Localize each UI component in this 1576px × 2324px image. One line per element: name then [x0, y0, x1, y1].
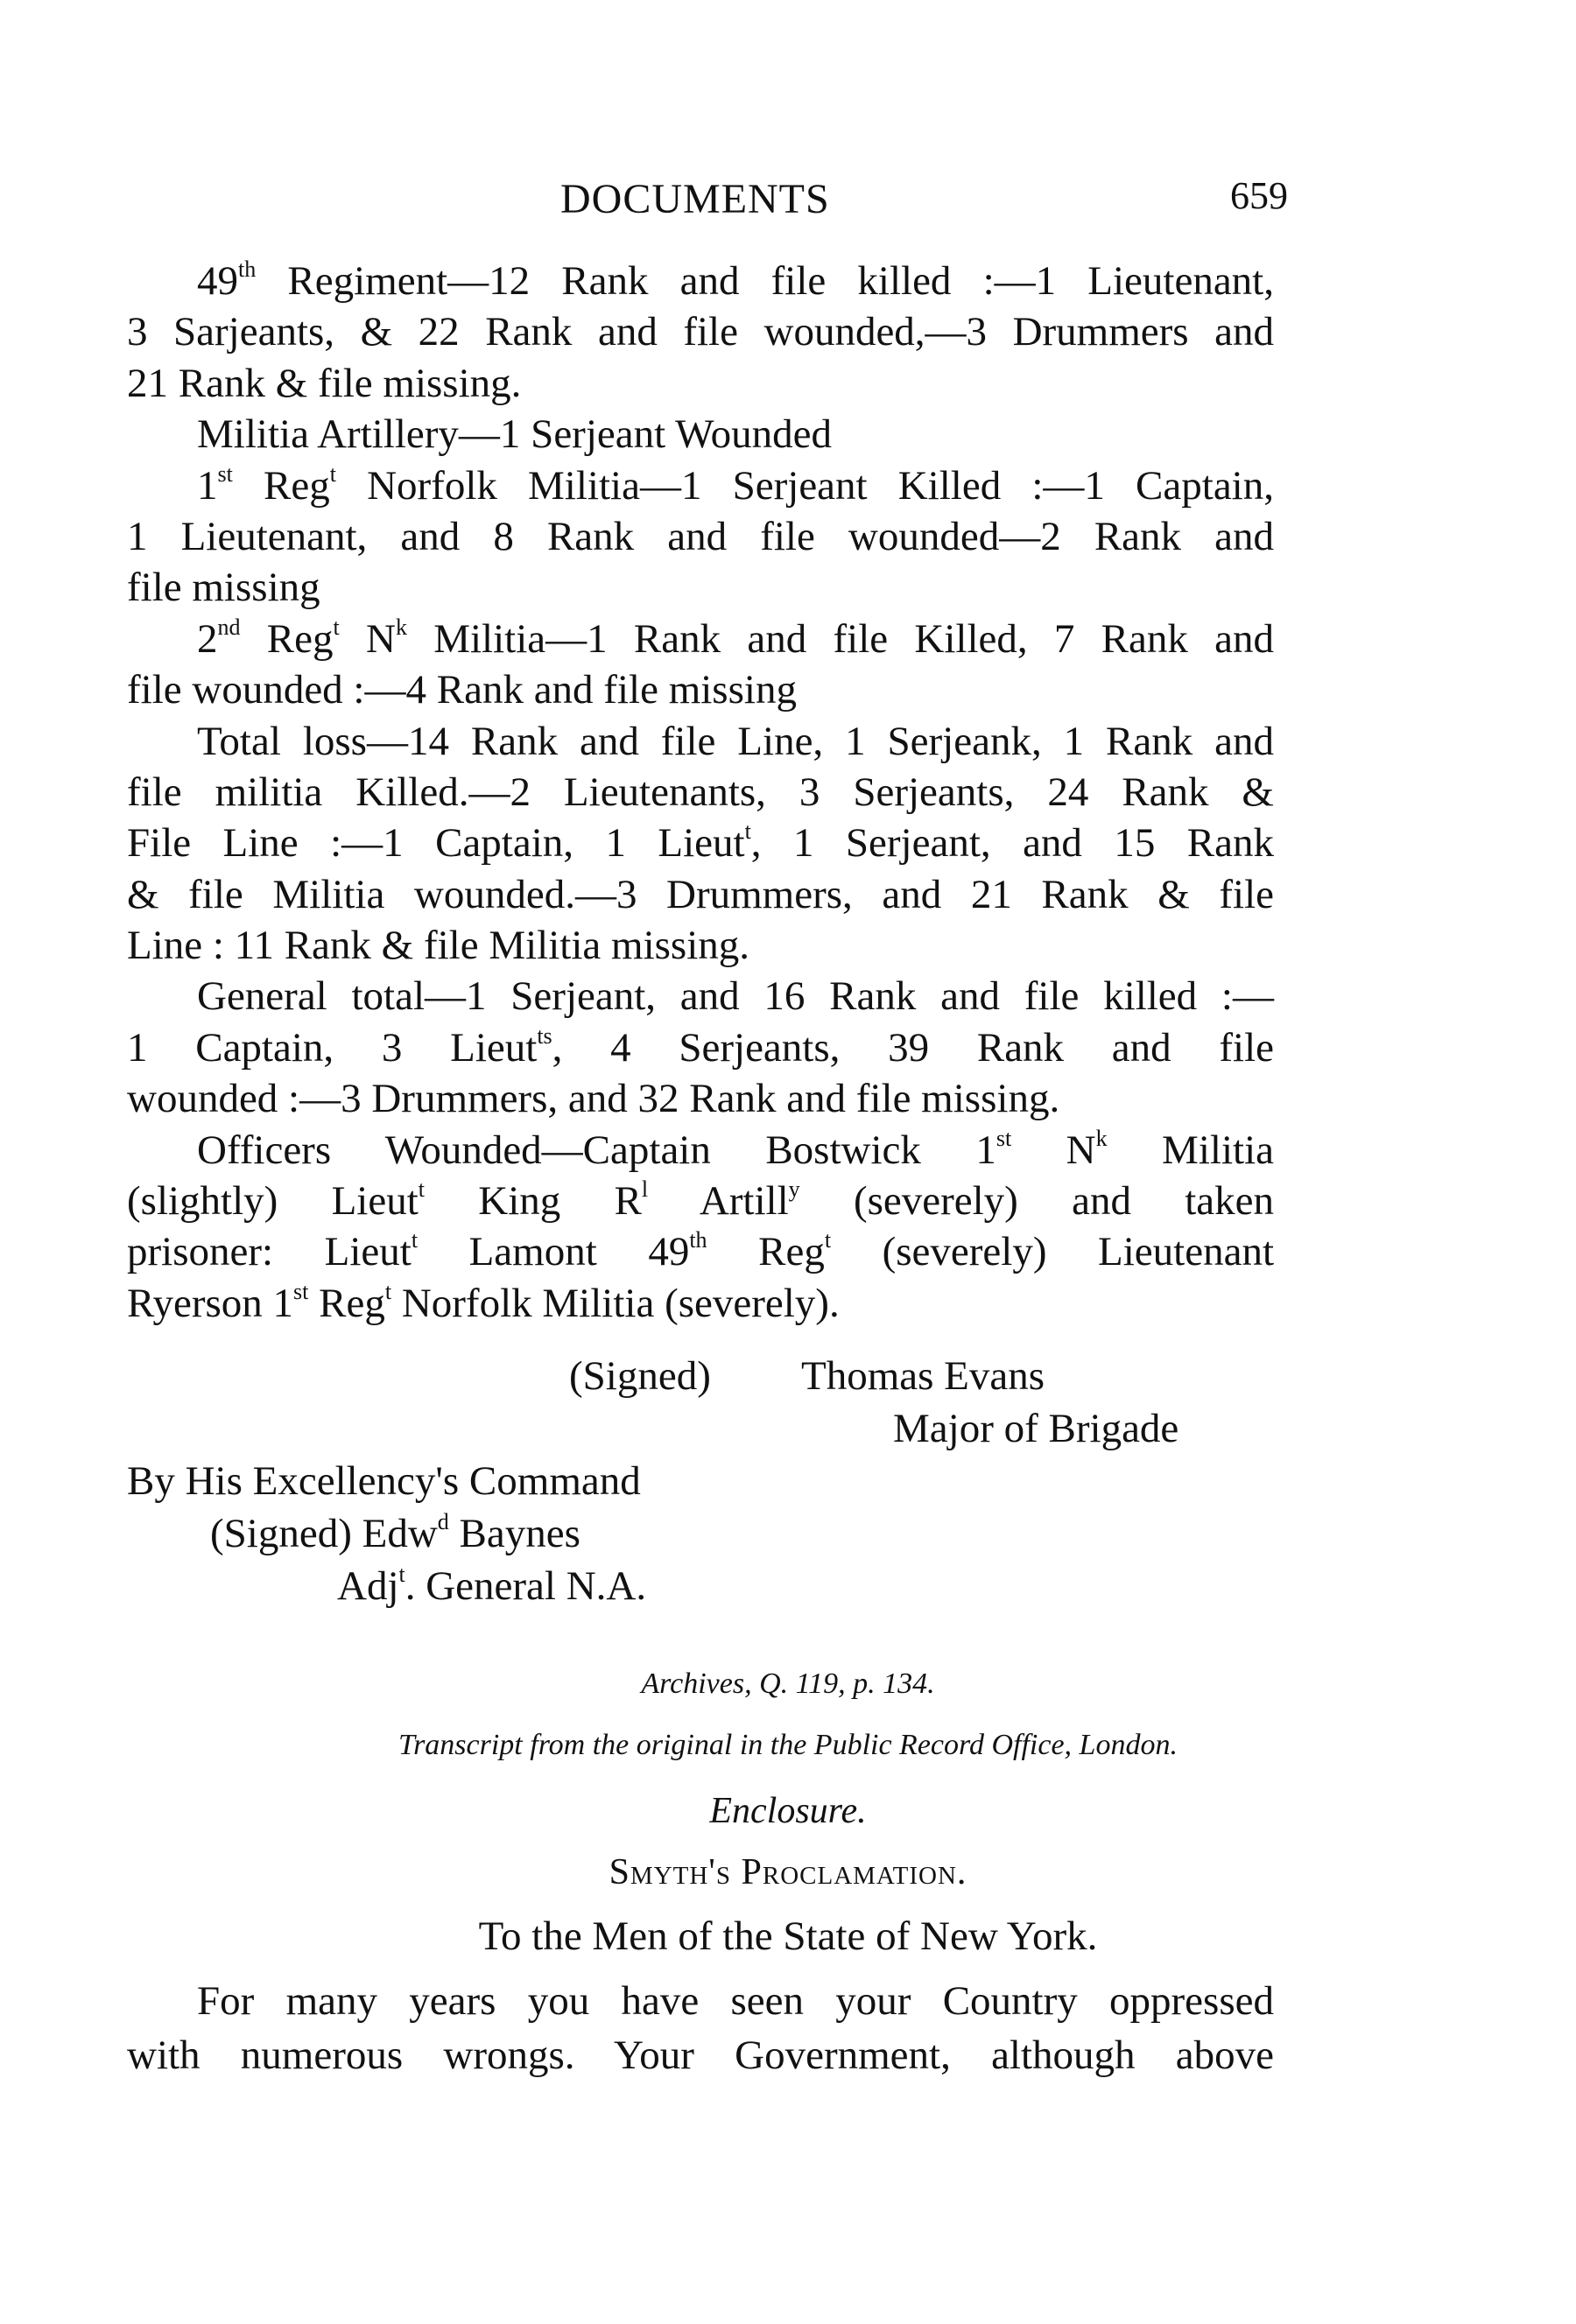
text-line: wounded :—3 Drummers, and 32 Rank and file missing. [127, 1076, 1060, 1122]
text-line: 3 Sarjeants, & 22 Rank and file wounded,—3 Drummers and [127, 309, 1274, 355]
text-line: 1 Lieutenant, and 8 Rank and file wounded—2 Rank and [127, 513, 1274, 559]
command-role: Adj$^t$. General N.A. [337, 1562, 647, 1609]
text-line: File Line :—1 Captain, 1 Lieut$^t$, 1 Serjeant, and 15 Rank [127, 818, 1274, 867]
text-line: Militia Artillery—1 Serjeant Wounded [197, 411, 833, 458]
text-line: prisoner: Lieut$^t$ Lamont 49th Reg$^t$ (severely) Lieutenant [127, 1227, 1275, 1275]
signed-label: (Signed) [569, 1353, 711, 1399]
text-line: For many years you have seen your Country oppressed [197, 1978, 1274, 2024]
text-line: 1st Reg$^t$ Norfolk Militia—1 Serjeant Killed :—1 Captain, [197, 460, 1274, 509]
command-signed: (Signed) Edw$^d$ Baynes [210, 1509, 580, 1556]
text-line: General total—1 Serjeant, and 16 Rank and file killed :— [197, 973, 1274, 1020]
command-line: By His Excellency's Command [127, 1458, 641, 1504]
transcript-note: Transcript from the original in the Public Record Office, London. [398, 1729, 1178, 1761]
text-line: 2nd Reg$^t$ $N^k$ Militia—1 Rank and file Killed, 7 Rank and [197, 614, 1274, 662]
signatory-role: Major of Brigade [893, 1406, 1179, 1451]
text-line: file wounded :—4 Rank and file missing [127, 667, 797, 713]
text-line: Line : 11 Rank & file Militia missing. [127, 923, 750, 969]
casualty-report [127, 256, 1274, 1329]
text-line: Ryerson 1st Reg$^t$ Norfolk Militia (severely). [127, 1278, 840, 1326]
text-line: 49th Regiment—12 Rank and file killed :—1 Lieutenant, [197, 256, 1274, 304]
text-line: 1 Captain, 3 Lieut$^{ts}$, 4 Serjeants, 39 Rank and file [127, 1022, 1274, 1071]
proclamation-address: To the Men of the State of New York. [478, 1913, 1098, 1959]
archives-citation: Archives, Q. 119, p. 134. [641, 1668, 935, 1700]
signatory-name: Thomas Evans [801, 1353, 1045, 1399]
text-line: Total loss—14 Rank and file Line, 1 Serjeank, 1 Rank and [197, 718, 1274, 764]
text-line: file militia Killed.—2 Lieutenants, 3 Serjeants, 24 Rank & [127, 769, 1274, 815]
text-line: 21 Rank & file missing. [127, 360, 522, 406]
text-line: Officers Wounded—Captain Bostwick 1st $N^k$ Militia [197, 1125, 1274, 1173]
text-line: with numerous wrongs. Your Government, although above [127, 2033, 1274, 2078]
text-line: (slightly) Lieut$^t$ King $R^l$ Artill$^y$ (severely) and taken [127, 1176, 1275, 1225]
enclosure-label: Enclosure. [709, 1791, 867, 1831]
text-line: & file Militia wounded.—3 Drummers, and 21 Rank & file [127, 871, 1274, 917]
text-line: file missing [127, 565, 320, 611]
proclamation-text [127, 1974, 1274, 2082]
page-number: 659 [1230, 174, 1288, 217]
proclamation-title: Smyth's Proclamation. [609, 1852, 967, 1892]
running-header: DOCUMENTS [560, 176, 830, 222]
